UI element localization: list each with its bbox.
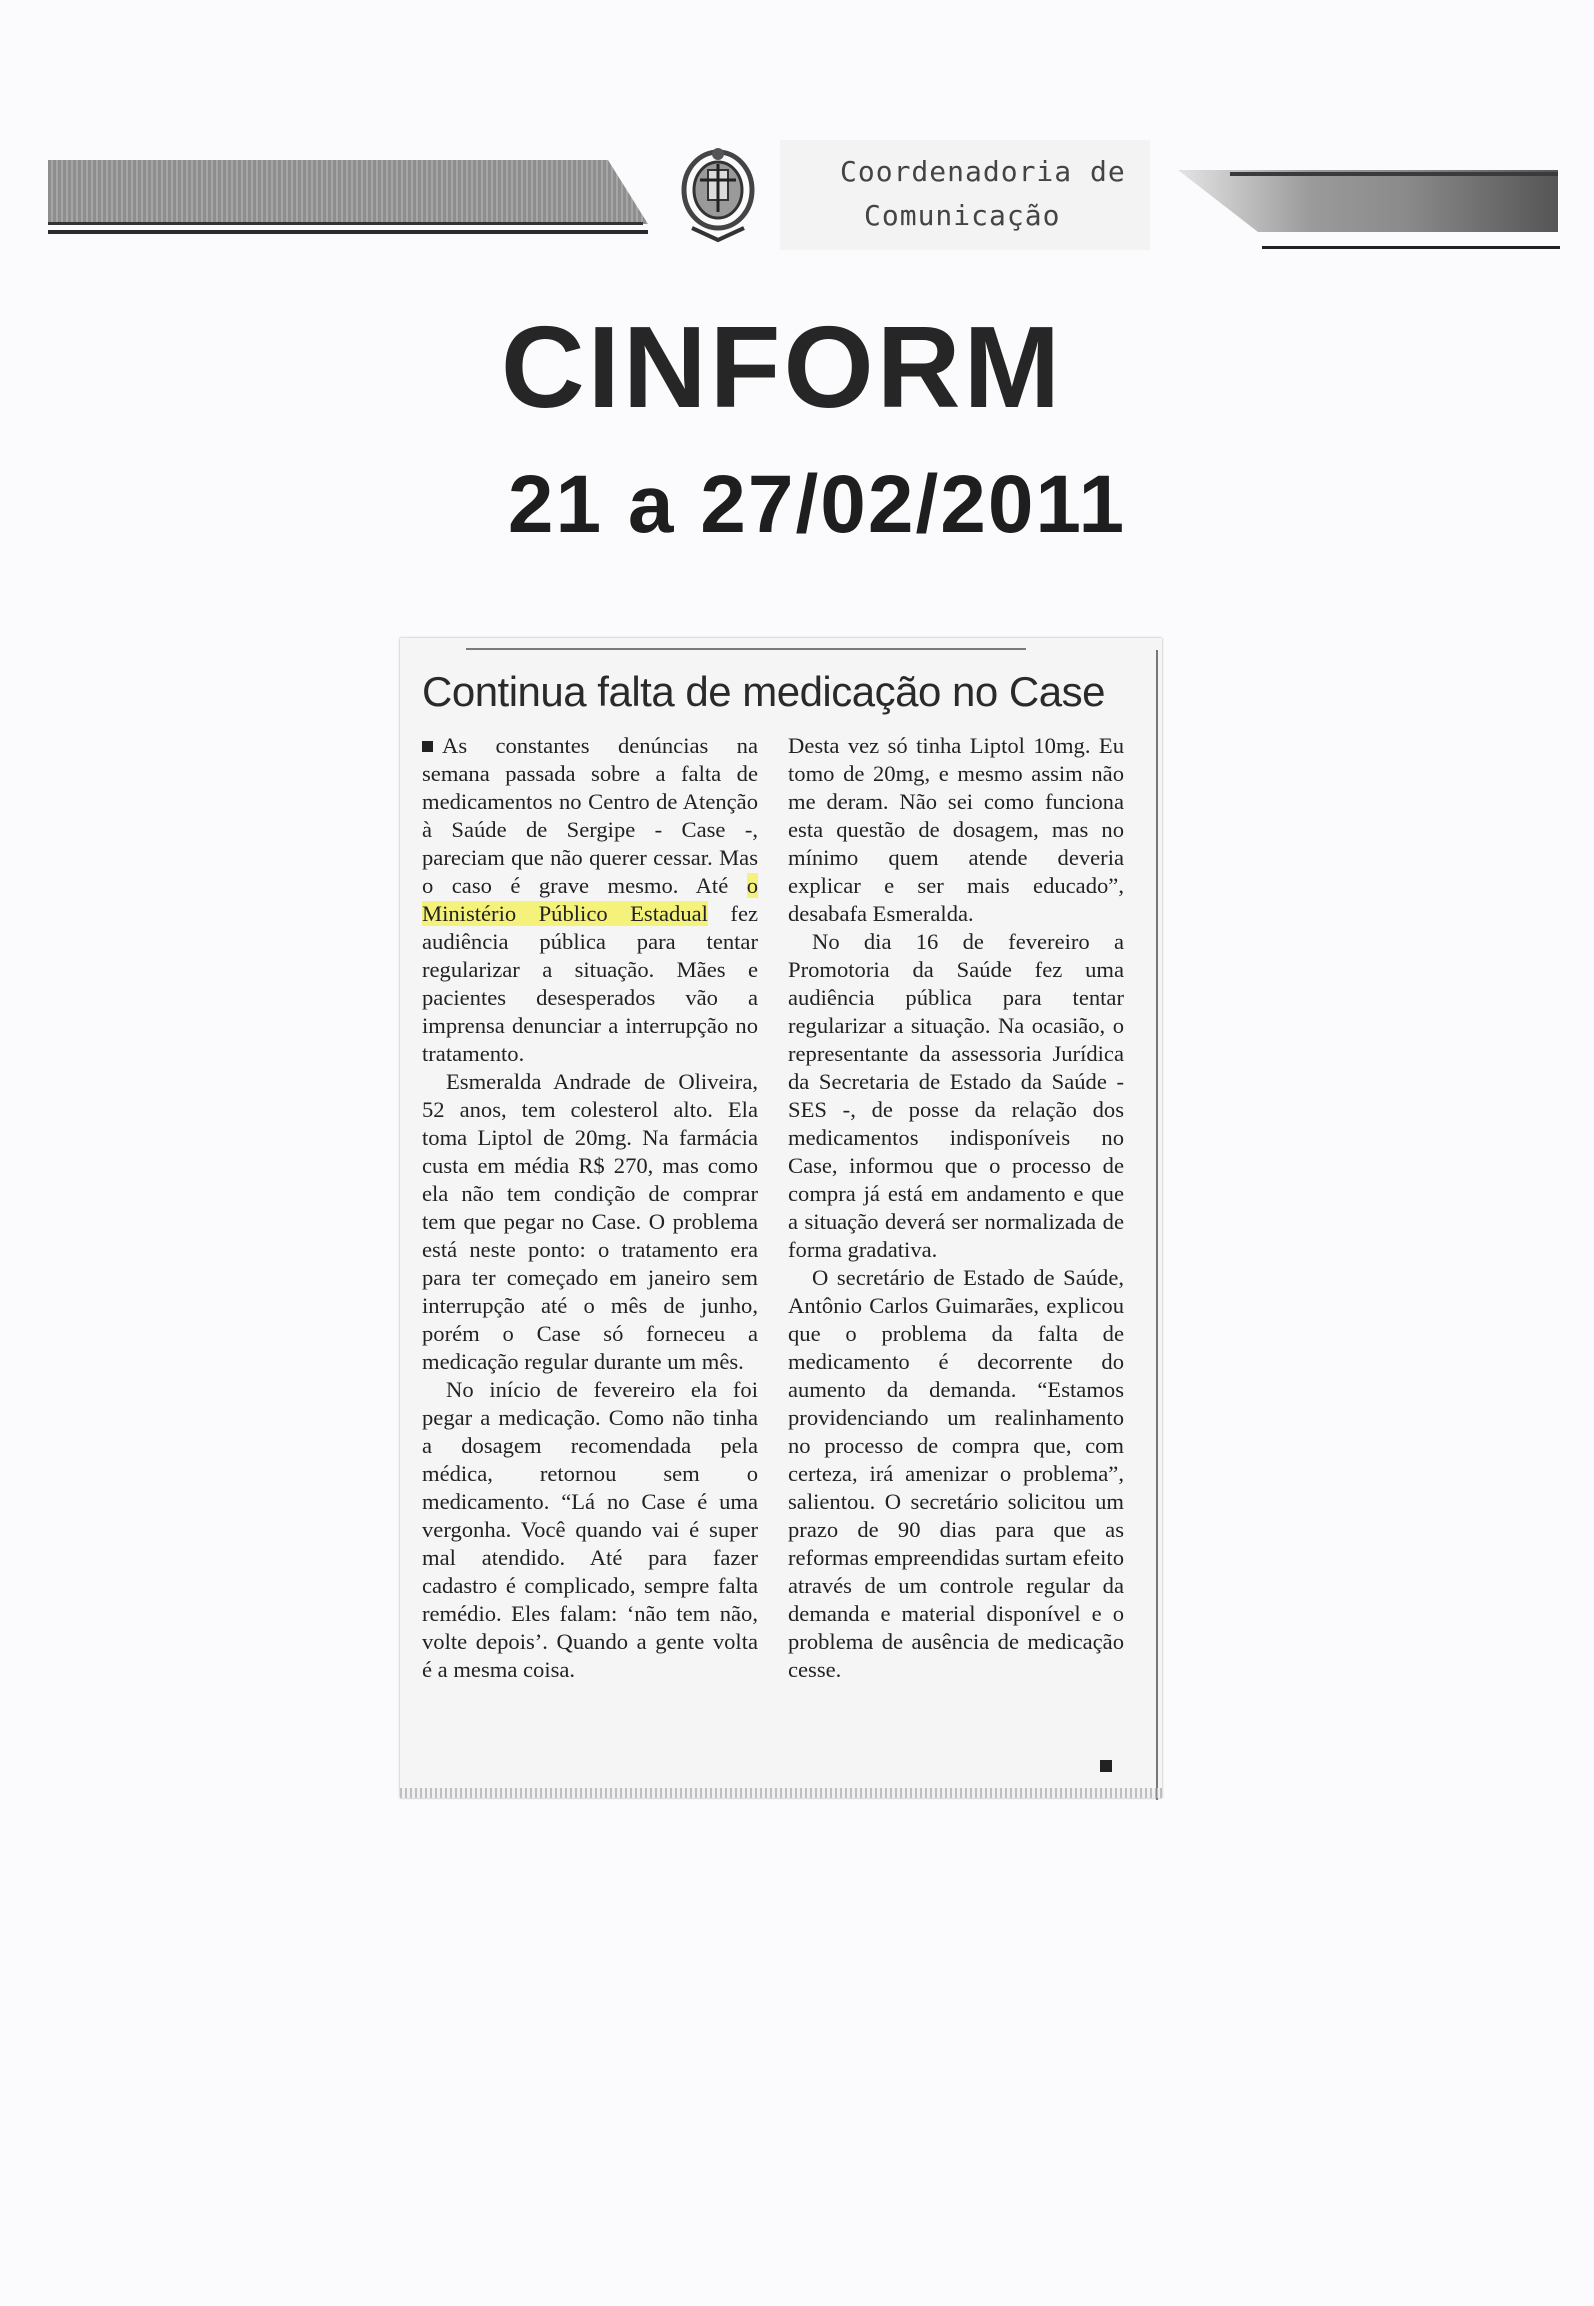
end-of-article-icon (1100, 1760, 1112, 1772)
highlighted-text: o Ministério Público Estadual (422, 873, 758, 926)
letterhead-rule-left (48, 222, 643, 225)
article-headline: Continua falta de medicação no Case (422, 668, 1105, 715)
article-column-left (422, 732, 758, 1684)
letterhead-rule-left-bottom (48, 230, 648, 234)
letterhead-band-left (48, 160, 648, 224)
publication-name: CINFORM (500, 302, 1064, 432)
article-paragraph (422, 732, 758, 1068)
article-paragraph: No início de fevereiro ela foi pegar a medicação. Como não tinha a dosagem recomendada pela médica, retornou sem o medicamento. “Lá no Case é uma vergonha. Você quando vai é super mal atendido. Até para fazer cadastro é complicado, sempre falta remédio. Eles falam: ‘não tem não, volte depois’. Quando a gente volta é a mesma coisa. (422, 1377, 758, 1682)
coordination-line2: Comunicação (864, 199, 1061, 232)
article-paragraph: Desta vez só tinha Liptol 10mg. Eu tomo de 20mg, e mesmo assim não me deram. Não sei como funciona esta questão de dosagem, mas no mínimo quem atende deveria explicar e ser mais educado”, desabafa Esmeralda. (788, 733, 1124, 926)
tribunal-seal-icon (678, 140, 758, 248)
paragraph-text: fez audiência pública para tentar regularizar a situação. Mães e pacientes desesperados vão a imprensa denunciar a interrupção no tratamento. (422, 901, 758, 1066)
article-paragraph: Esmeralda Andrade de Oliveira, 52 anos, tem colesterol alto. Ela toma Liptol de 20mg. Na farmácia custa em média R$ 270, mas como ela não tem condição de comprar tem que pegar no Case. O problema está neste ponto: o tratamento era para ter começado em janeiro sem interrupção até o mês de junho, porém o Case só forneceu a medicação regular durante um mês. (422, 1069, 758, 1374)
letterhead-band-right (1178, 170, 1558, 232)
letterhead-stripe-right (1230, 172, 1558, 176)
coordination-label (780, 140, 1150, 250)
publication-date-range: 21 a 27/02/2011 (507, 459, 1127, 550)
paragraph-text: As constantes denúncias na semana passada sobre a falta de medicamentos no Centro de Atenção à Saúde de Sergipe - Case -, pareciam que não querer cessar. Mas o caso é grave mesmo. Até (422, 733, 758, 898)
article-column-right (788, 732, 1124, 1684)
article-paragraph: No dia 16 de fevereiro a Promotoria da Saúde fez uma audiência pública para tentar regularizar a situação. Na ocasião, o representante da assessoria Jurídica da Secretaria de Estado da Saúde - SES -, de posse da relação dos medicamentos indisponíveis no Case, informou que o processo de compra já está em andamento e que a situação deverá ser normalizada de forma gradativa. (788, 929, 1124, 1262)
letterhead-rule-right (1262, 246, 1560, 249)
article-paragraph: O secretário de Estado de Saúde, Antônio Carlos Guimarães, explicou que o problema da falta de medicamento é decorrente do aumento da demanda. “Estamos providenciando um realinhamento no processo de compra que, com certeza, irá amenizar o problema”, salientou. O secretário solicitou um prazo de 90 dias para que as reformas empreendidas surtam efeito através de um controle regular da demanda e material disponível e o problema de ausência de medicação cesse. (788, 1265, 1124, 1682)
clipping-top-rule (466, 648, 1026, 650)
clipping-right-rule (1156, 650, 1158, 1800)
coordination-line1: Coordenadoria de (840, 155, 1126, 188)
newspaper-clipping (400, 638, 1162, 1798)
bullet-square-icon (422, 741, 433, 752)
clipping-torn-edge (400, 1788, 1162, 1798)
